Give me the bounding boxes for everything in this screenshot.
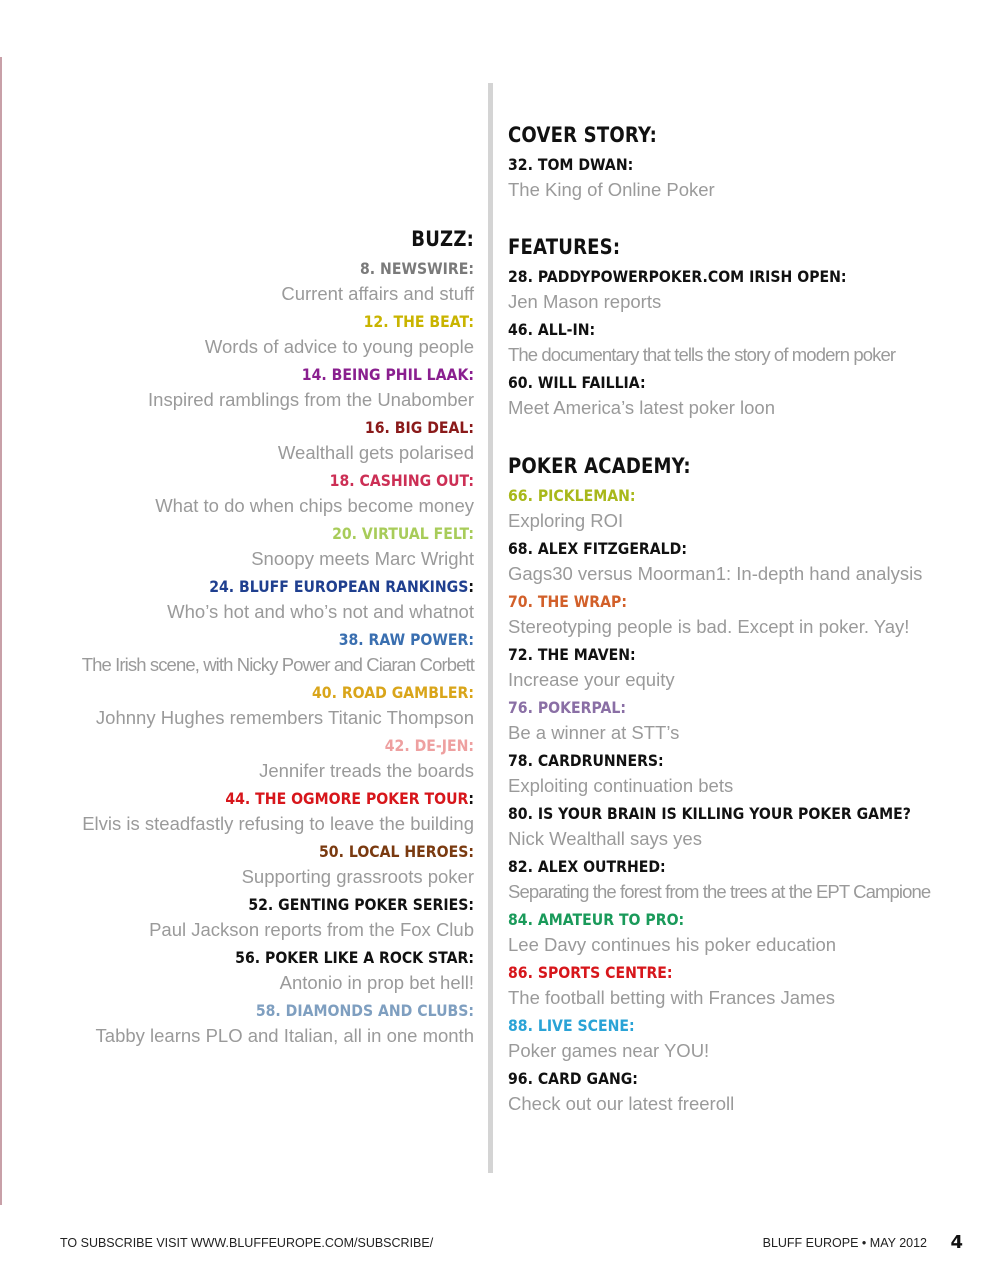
entry-description: Who’s hot and who’s not and whatnot (167, 601, 474, 622)
toc-entry (4, 362, 474, 415)
entry-description: Jennifer treads the boards (259, 760, 474, 781)
features-heading: FEATURES: (508, 235, 621, 259)
toc-entry (4, 415, 474, 468)
toc-entry (4, 680, 474, 733)
entry-title: 24. BLUFF EUROPEAN RANKINGS: (209, 577, 474, 596)
entry-description: Wealthall gets polarised (277, 442, 474, 463)
entry-title: 40. ROAD GAMBLER: (311, 683, 474, 702)
entry-title: 46. ALL-IN: (508, 320, 596, 339)
toc-entry (508, 854, 978, 907)
toc-entry (508, 907, 978, 960)
column-divider (488, 83, 493, 1173)
entry-title: 80. IS YOUR BRAIN IS KILLING YOUR POKER GAME? (508, 804, 911, 823)
entry-description: Johnny Hughes remembers Titanic Thompson (95, 707, 474, 728)
poker-academy-list (508, 483, 978, 1119)
entry-title: 32. TOM DWAN: (508, 155, 634, 174)
entry-title: 28. PADDYPOWERPOKER.COM IRISH OPEN: (508, 267, 847, 286)
entry-title: 12. THE BEAT: (363, 312, 474, 331)
entry-title: 66. PICKLEMAN: (508, 486, 636, 505)
entry-description: Poker games near YOU! (508, 1040, 710, 1061)
entry-description: Be a winner at STT’s (508, 722, 680, 743)
toc-entry (508, 642, 978, 695)
toc-entry (508, 801, 978, 854)
entry-description: Gags30 versus Moorman1: In-depth hand analysis (508, 563, 923, 584)
entry-description: Tabby learns PLO and Italian, all in one month (95, 1025, 474, 1046)
entry-description: The King of Online Poker (508, 179, 715, 200)
toc-entry (508, 748, 978, 801)
toc-entry (4, 521, 474, 574)
entry-description: Stereotyping people is bad. Except in poker. Yay! (508, 616, 910, 637)
left-margin-rule (0, 57, 2, 1205)
entry-title: 78. CARDRUNNERS: (508, 751, 664, 770)
entry-description: Nick Wealthall says yes (508, 828, 702, 849)
entry-description: Lee Davy continues his poker education (508, 934, 837, 955)
entry-title: 76. POKERPAL: (508, 698, 627, 717)
toc-entry (508, 589, 978, 642)
toc-entry (4, 892, 474, 945)
entry-description: Paul Jackson reports from the Fox Club (149, 919, 474, 940)
subscribe-text: TO SUBSCRIBE VISIT WWW.BLUFFEUROPE.COM/SUBSCRIBE/ (60, 1236, 434, 1250)
entry-description: Current affairs and stuff (281, 283, 474, 304)
entry-description: Meet America’s latest poker loon (508, 397, 776, 418)
entry-title: 50. LOCAL HEROES: (319, 842, 474, 861)
toc-entry (4, 839, 474, 892)
toc-entry (508, 1013, 978, 1066)
entry-title: 72. THE MAVEN: (508, 645, 636, 664)
cover-story-heading: COVER STORY: (508, 123, 658, 147)
toc-entry (508, 536, 978, 589)
entry-title: 68. ALEX FITZGERALD: (508, 539, 687, 558)
entry-description: Increase your equity (508, 669, 675, 690)
toc-entry (508, 317, 978, 370)
entry-description: Exploring ROI (508, 510, 624, 531)
entry-title: 70. THE WRAP: (508, 592, 627, 611)
toc-entry (4, 309, 474, 362)
entry-description: Inspired ramblings from the Unabomber (148, 389, 474, 410)
entry-title: 86. SPORTS CENTRE: (508, 963, 673, 982)
toc-entry (508, 483, 978, 536)
toc-entry (4, 733, 474, 786)
poker-academy-section (508, 449, 978, 1119)
entry-title: 42. DE-JEN: (384, 736, 474, 755)
entry-description: Exploiting continuation bets (508, 775, 734, 796)
cover-story-list (508, 152, 978, 205)
entry-description: Snoopy meets Marc Wright (251, 548, 474, 569)
entry-description: Separating the forest from the trees at the EPT Campione (508, 881, 931, 902)
entry-description: The football betting with Frances James (508, 987, 835, 1008)
entry-title: 52. GENTING POKER SERIES: (248, 895, 474, 914)
toc-entry (4, 998, 474, 1051)
toc-entry (508, 1066, 978, 1119)
entry-description: The Irish scene, with Nicky Power and Ciaran Corbett (81, 654, 474, 675)
toc-entry (508, 960, 978, 1013)
toc-entry (508, 370, 978, 423)
entry-title: 20. VIRTUAL FELT: (332, 524, 474, 543)
entry-title: 18. CASHING OUT: (329, 471, 474, 490)
entry-title: 56. POKER LIKE A ROCK STAR: (235, 948, 474, 967)
entry-title: 96. CARD GANG: (508, 1069, 638, 1088)
poker-academy-heading: POKER ACADEMY: (508, 454, 691, 478)
entry-title: 14. BEING PHIL LAAK: (301, 365, 474, 384)
toc-entry (4, 945, 474, 998)
entry-description: Jen Mason reports (508, 291, 662, 312)
entry-title: 58. DIAMONDS AND CLUBS: (255, 1001, 474, 1020)
features-section (508, 230, 978, 423)
buzz-section (4, 222, 474, 1051)
entry-title: 60. WILL FAILLIA: (508, 373, 646, 392)
toc-entry (4, 468, 474, 521)
toc-entry (508, 695, 978, 748)
entry-title: 16. BIG DEAL: (364, 418, 474, 437)
toc-entry (508, 264, 978, 317)
entry-title: 82. ALEX OUTRHED: (508, 857, 666, 876)
buzz-heading: BUZZ: (411, 227, 474, 251)
entry-description: Supporting grassroots poker (241, 866, 474, 887)
entry-description: The documentary that tells the story of modern poker (508, 344, 896, 365)
features-list (508, 264, 978, 423)
toc-entry (4, 627, 474, 680)
entry-title: 84. AMATEUR TO PRO: (508, 910, 685, 929)
entry-description: Words of advice to young people (204, 336, 474, 357)
entry-title: 38. RAW POWER: (338, 630, 474, 649)
cover-story-section (508, 118, 978, 205)
toc-entry (4, 786, 474, 839)
entry-description: Elvis is steadfastly refusing to leave the building (82, 813, 474, 834)
entry-title: 88. LIVE SCENE: (508, 1016, 635, 1035)
toc-entry (508, 152, 978, 205)
entry-description: Check out our latest freeroll (508, 1093, 735, 1114)
right-column (508, 118, 978, 1119)
entry-title: 8. NEWSWIRE: (360, 259, 474, 278)
buzz-list (4, 256, 474, 1051)
entry-title: 44. THE OGMORE POKER TOUR: (225, 789, 474, 808)
toc-entry (4, 574, 474, 627)
toc-entry (4, 256, 474, 309)
entry-description: Antonio in prop bet hell! (279, 972, 474, 993)
entry-description: What to do when chips become money (155, 495, 474, 516)
issue-info: BLUFF EUROPE • MAY 2012 (762, 1236, 927, 1250)
page-number: 4 (950, 1232, 963, 1253)
